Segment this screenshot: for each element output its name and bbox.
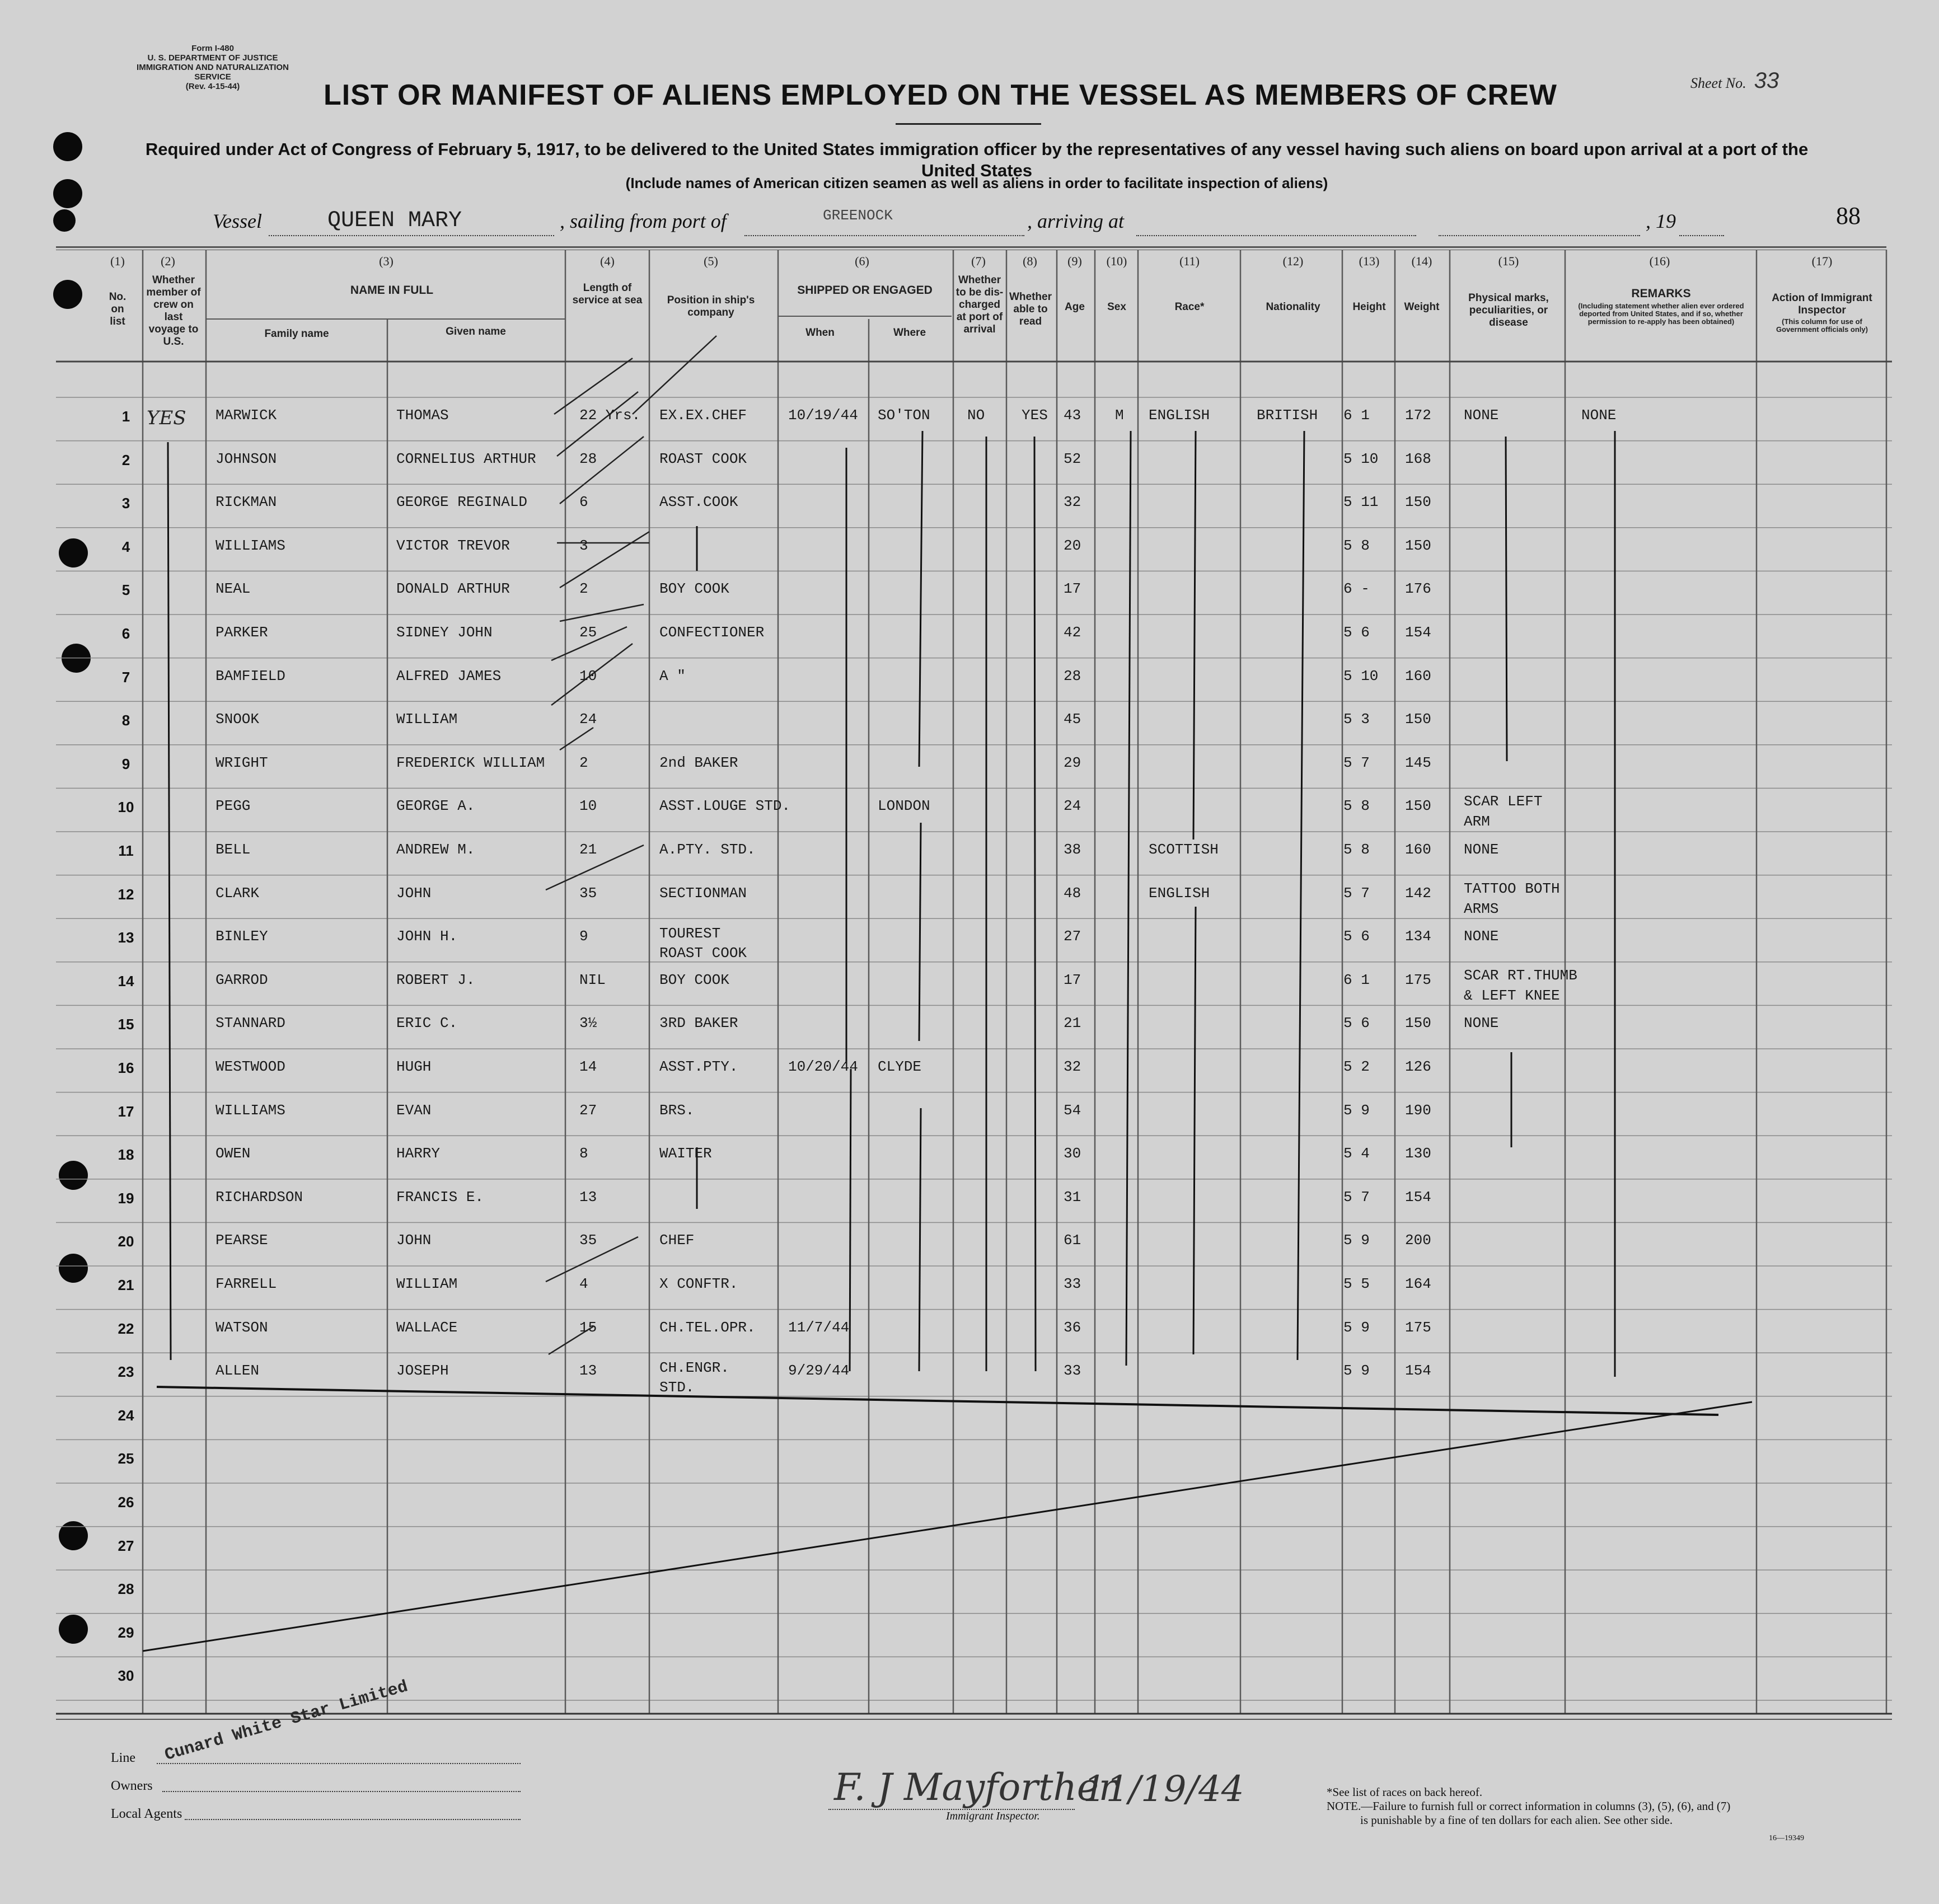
row-number: 19: [118, 1189, 134, 1207]
family-name: NEAL: [216, 580, 251, 598]
given-name: JOHN: [396, 1232, 432, 1249]
length-of-service: 4: [579, 1275, 588, 1292]
length-of-service: 2: [579, 580, 588, 598]
row-number: 22: [118, 1320, 134, 1337]
row-number: 6: [121, 625, 130, 642]
weight: 150: [1405, 494, 1431, 511]
col-num-9: (9): [1067, 254, 1082, 268]
row-number: 2: [121, 451, 130, 468]
weight: 175: [1405, 971, 1431, 988]
nationality: BRITISH: [1257, 407, 1318, 424]
shipped-where: CLYDE: [878, 1058, 922, 1075]
height: 5 10: [1343, 450, 1379, 467]
age: 17: [1064, 971, 1081, 988]
weight: 154: [1405, 1362, 1431, 1380]
length-of-service: 27: [579, 1101, 597, 1119]
length-of-service: 8: [579, 1145, 588, 1162]
row-number: 24: [118, 1406, 134, 1424]
family-name: WESTWOOD: [216, 1058, 285, 1075]
agents-underline: [185, 1819, 521, 1820]
weight: 200: [1405, 1232, 1431, 1249]
weight: 130: [1405, 1145, 1431, 1162]
header-inspector-action: Action of Immigrant Inspector: [1772, 292, 1872, 316]
position-in-company: EX.EX.CHEF: [659, 407, 747, 424]
weight: 154: [1405, 624, 1431, 641]
given-name: WALLACE: [396, 1319, 458, 1336]
sheet-value: 33: [1754, 68, 1779, 93]
year-label: , 19: [1646, 210, 1676, 232]
row-number: 4: [121, 538, 130, 555]
given-name: JOHN: [396, 884, 432, 902]
physical-marks: SCAR LEFT: [1464, 793, 1543, 810]
age: 17: [1064, 580, 1081, 598]
col-num-11: (11): [1179, 254, 1200, 268]
row-number: 29: [118, 1624, 134, 1641]
length-of-service: 25: [579, 624, 597, 641]
weight: 145: [1405, 754, 1431, 771]
age: 61: [1064, 1232, 1081, 1249]
weight: 175: [1405, 1319, 1431, 1336]
col-num-15: (15): [1498, 254, 1519, 268]
position-in-company: CH.TEL.OPR.: [659, 1319, 756, 1336]
header-race: Race*: [1174, 301, 1205, 313]
age: 30: [1064, 1145, 1081, 1162]
row-number: 26: [118, 1494, 134, 1511]
age: 32: [1064, 494, 1081, 511]
position-in-company: SECTIONMAN: [659, 884, 747, 902]
given-name: HARRY: [396, 1145, 441, 1162]
age: 33: [1064, 1362, 1081, 1380]
given-name: GEORGE REGINALD: [396, 494, 528, 511]
height: 5 9: [1343, 1319, 1370, 1336]
height: 5 8: [1343, 798, 1370, 815]
shipped-when: 10/20/44: [788, 1058, 858, 1075]
col-num-7: (7): [971, 254, 986, 268]
position-in-company: ASST.LOUGE STD.: [659, 798, 791, 815]
family-name: STANNARD: [216, 1015, 285, 1032]
header-age: Age: [1065, 301, 1085, 313]
height: 5 6: [1343, 624, 1370, 641]
header-physical-marks: Physical marks, peculiarities, or disease: [1468, 292, 1549, 329]
col-num-14: (14): [1411, 254, 1432, 268]
col-num-4: (4): [600, 254, 615, 268]
age: 29: [1064, 754, 1081, 771]
height: 6 1: [1343, 971, 1370, 988]
length-of-service: 35: [579, 884, 597, 902]
weight: 126: [1405, 1058, 1431, 1075]
age: 48: [1064, 884, 1081, 902]
family-name: FARRELL: [216, 1275, 277, 1292]
header-nationality: Nationality: [1266, 301, 1320, 313]
shipped-where: SO'TON: [878, 407, 930, 424]
sailing-label: , sailing from port of: [560, 210, 727, 232]
position-in-company: BOY COOK: [659, 580, 729, 598]
physical-marks-line2: ARM: [1464, 813, 1490, 831]
position-in-company: ASST.COOK: [659, 494, 738, 511]
weight: 150: [1405, 1015, 1431, 1032]
col-num-17: (17): [1811, 254, 1833, 268]
age: 52: [1064, 450, 1081, 467]
family-name: PARKER: [216, 624, 268, 641]
family-name: RICKMAN: [216, 494, 277, 511]
age: 45: [1064, 711, 1081, 728]
length-of-service: 2: [579, 754, 588, 771]
height: 5 11: [1343, 494, 1379, 511]
row-number: 5: [121, 581, 130, 599]
penalty-note: NOTE.—Failure to furnish full or correct information in columns (3), (5), (6), and (7): [1327, 1799, 1731, 1813]
age: 33: [1064, 1275, 1081, 1292]
age: 42: [1064, 624, 1081, 641]
family-name: PEGG: [216, 798, 251, 815]
header-when: When: [805, 327, 835, 339]
races-note: *See list of races on back hereof.: [1327, 1785, 1483, 1799]
subtitle: Required under Act of Congress of February 5, 1917, to be delivered to the United States immigration officer by the representatives of any vessel having such aliens on board upon arrival at a port of the United States: [145, 139, 1809, 180]
arriving-label: , arriving at: [1027, 210, 1125, 232]
age: 21: [1064, 1015, 1081, 1032]
length-of-service: 13: [579, 1188, 597, 1206]
given-name: GEORGE A.: [396, 798, 475, 815]
row-number: 28: [118, 1581, 134, 1598]
line-underline: [157, 1763, 521, 1764]
length-of-service: NIL: [579, 971, 606, 988]
row-number: 20: [118, 1233, 134, 1250]
given-name: ROBERT J.: [396, 971, 475, 988]
physical-marks: NONE: [1464, 928, 1499, 945]
given-name: CORNELIUS ARTHUR: [396, 450, 536, 467]
family-name: PEARSE: [216, 1232, 268, 1249]
header-remarks-sub: (Including statement whether alien ever ordered deported from United States, and if so, whether permission to re-apply has been obtained): [1578, 302, 1744, 326]
header-crew-last-voyage: Whether member of crew on last voyage to U.S.: [146, 274, 201, 348]
age: 31: [1064, 1188, 1081, 1206]
given-name: SIDNEY JOHN: [396, 624, 493, 641]
page-title: LIST OR MANIFEST OF ALIENS EMPLOYED ON THE VESSEL AS MEMBERS OF CREW: [324, 79, 1557, 111]
given-name: ERIC C.: [396, 1015, 458, 1032]
given-name: WILLIAM: [396, 1275, 458, 1292]
header-no-on-list: No. on list: [109, 291, 127, 327]
height: 5 6: [1343, 1015, 1370, 1032]
page-number: 88: [1836, 202, 1861, 229]
height: 5 7: [1343, 754, 1370, 771]
position-in-company: BRS.: [659, 1101, 695, 1119]
position-in-company: X CONFTR.: [659, 1275, 738, 1292]
length-of-service: 10: [579, 667, 597, 684]
header-position: Position in ship's company: [667, 294, 755, 318]
row-number: 12: [118, 885, 134, 903]
row-number: 1: [121, 408, 130, 425]
remarks: NONE: [1581, 407, 1617, 424]
weight: 142: [1405, 884, 1431, 902]
family-name: WILLIAMS: [216, 1101, 285, 1119]
inspector-label: Immigrant Inspector.: [946, 1810, 1040, 1822]
crew-last-voyage: YES: [147, 407, 186, 429]
header-shipped-engaged: SHIPPED OR ENGAGED: [797, 284, 933, 297]
family-name: BAMFIELD: [216, 667, 285, 684]
row-number: 17: [118, 1103, 134, 1120]
age: 27: [1064, 928, 1081, 945]
col-num-1: (1): [110, 254, 125, 268]
sheet-label: Sheet No.: [1690, 75, 1746, 91]
age: 32: [1064, 1058, 1081, 1075]
length-of-service: 13: [579, 1362, 597, 1380]
family-name: WILLIAMS: [216, 537, 285, 554]
shipped-where: LONDON: [878, 798, 930, 815]
header-family-name: Family name: [264, 328, 329, 340]
position-in-company: CONFECTIONER: [659, 624, 765, 641]
height: 5 7: [1343, 1188, 1370, 1206]
penalty-note-2: is punishable by a fine of ten dollars for each alien. See other side.: [1360, 1813, 1673, 1827]
age: 28: [1064, 667, 1081, 684]
owners-label: Owners: [111, 1779, 153, 1793]
weight: 150: [1405, 798, 1431, 815]
row-number: 15: [118, 1016, 134, 1033]
col-num-16: (16): [1649, 254, 1670, 268]
length-of-service: 28: [579, 450, 597, 467]
length-of-service: 3: [579, 537, 588, 554]
row-number: 8: [121, 712, 130, 729]
age: 20: [1064, 537, 1081, 554]
weight: 150: [1405, 711, 1431, 728]
weight: 190: [1405, 1101, 1431, 1119]
family-name: GARROD: [216, 971, 268, 988]
agent-stamp: Cunard White Star Limited: [162, 1677, 410, 1765]
agents-label: Local Agents: [111, 1807, 182, 1821]
header-able-to-read: Whether able to read: [1009, 291, 1052, 327]
height: 5 6: [1343, 928, 1370, 945]
length-of-service: 6: [579, 494, 588, 511]
height: 5 5: [1343, 1275, 1370, 1292]
row-number: 10: [118, 799, 134, 816]
family-name: CLARK: [216, 884, 260, 902]
header-height: Height: [1352, 301, 1386, 313]
owners-underline: [162, 1791, 521, 1792]
physical-marks: NONE: [1464, 407, 1499, 424]
physical-marks: NONE: [1464, 841, 1499, 858]
height: 5 9: [1343, 1362, 1370, 1380]
family-name: ALLEN: [216, 1362, 260, 1380]
inspector-signature: F. J Mayforther: [834, 1766, 1117, 1809]
header-discharged: Whether to be dis-charged at port of arrival: [956, 274, 1004, 335]
length-of-service: 10: [579, 798, 597, 815]
length-of-service: 21: [579, 841, 597, 858]
row-number: 14: [118, 972, 134, 989]
print-code: 16—19349: [1769, 1834, 1804, 1842]
given-name: ALFRED JAMES: [396, 667, 502, 684]
col-num-3: (3): [379, 254, 394, 268]
ditto-strokes: [168, 431, 1615, 1380]
row-number: 23: [118, 1363, 134, 1381]
given-name: VICTOR TREVOR: [396, 537, 510, 554]
row-number: 30: [118, 1667, 134, 1685]
row-number: 7: [121, 668, 130, 686]
position-in-company: 2nd BAKER: [659, 754, 738, 771]
position-in-company-line2: ROAST COOK: [659, 945, 747, 962]
given-name: FREDERICK WILLIAM: [396, 754, 545, 771]
subtitle-note: (Include names of American citizen seamen as well as aliens in order to facilitate inspection of aliens): [625, 175, 1328, 191]
height: 6 -: [1343, 580, 1370, 598]
weight: 176: [1405, 580, 1431, 598]
age: 43: [1064, 407, 1081, 424]
position-in-company: CH.ENGR.: [659, 1359, 729, 1377]
row-number: 11: [118, 842, 134, 859]
row-number: 25: [118, 1450, 134, 1467]
weight: 134: [1405, 928, 1431, 945]
position-in-company: A.PTY. STD.: [659, 841, 756, 858]
col-num-2: (2): [161, 254, 175, 268]
form-number: Form I-480: [191, 44, 234, 53]
family-name: WATSON: [216, 1319, 268, 1336]
physical-marks-line2: ARMS: [1464, 900, 1499, 917]
weight: 172: [1405, 407, 1431, 424]
family-name: WRIGHT: [216, 754, 268, 771]
position-in-company: ROAST COOK: [659, 450, 747, 467]
race: ENGLISH: [1149, 407, 1210, 424]
given-name: DONALD ARTHUR: [396, 580, 510, 598]
height: 5 8: [1343, 537, 1370, 554]
physical-marks: SCAR RT.THUMB: [1464, 967, 1577, 984]
height: 5 3: [1343, 711, 1370, 728]
height: 5 7: [1343, 884, 1370, 902]
position-in-company-line2: STD.: [659, 1379, 695, 1396]
sex: M: [1115, 407, 1124, 424]
position-in-company: TOUREST: [659, 925, 721, 942]
cancel-stroke: [157, 1387, 1718, 1415]
physical-marks: NONE: [1464, 1015, 1499, 1032]
row-number: 16: [118, 1059, 134, 1076]
weight: 160: [1405, 841, 1431, 858]
family-name: RICHARDSON: [216, 1188, 303, 1206]
revision: (Rev. 4-15-44): [185, 82, 240, 91]
height: 5 9: [1343, 1232, 1370, 1249]
length-of-service: 3½: [579, 1015, 597, 1032]
length-of-service: 14: [579, 1058, 597, 1075]
family-name: OWEN: [216, 1145, 251, 1162]
row-number: 18: [118, 1146, 134, 1164]
col-num-12: (12): [1282, 254, 1304, 268]
weight: 164: [1405, 1275, 1431, 1292]
col-num-10: (10): [1106, 254, 1127, 268]
height: 5 2: [1343, 1058, 1370, 1075]
header-remarks: REMARKS: [1631, 287, 1691, 300]
length-of-service: 35: [579, 1232, 597, 1249]
row-number: 3: [121, 495, 130, 512]
position-in-company: CHEF: [659, 1232, 695, 1249]
departure-port: GREENOCK: [823, 207, 893, 224]
length-of-service: 9: [579, 928, 588, 945]
given-name: ANDREW M.: [396, 841, 475, 858]
family-name: BINLEY: [216, 928, 268, 945]
header-length-service: Length of service at sea: [572, 282, 643, 306]
shipped-when: 11/7/44: [788, 1319, 850, 1336]
height: 5 10: [1343, 667, 1379, 684]
col-num-6: (6): [855, 254, 869, 268]
position-in-company: A ": [659, 667, 686, 684]
signature-date: 11/19/44: [1083, 1769, 1244, 1810]
given-name: WILLIAM: [396, 711, 458, 728]
length-of-service: 15: [579, 1319, 597, 1336]
vessel-name: QUEEN MARY: [327, 208, 462, 233]
col-num-8: (8): [1023, 254, 1037, 268]
family-name: SNOOK: [216, 711, 260, 728]
position-in-company: BOY COOK: [659, 971, 729, 988]
physical-marks: TATTOO BOTH: [1464, 880, 1560, 897]
row-number: 9: [121, 755, 130, 772]
age: 38: [1064, 841, 1081, 858]
given-name: HUGH: [396, 1058, 432, 1075]
weight: 160: [1405, 667, 1431, 684]
row-number: 21: [118, 1277, 134, 1293]
family-name: BELL: [216, 841, 251, 858]
weight: 150: [1405, 537, 1431, 554]
weight: 168: [1405, 450, 1431, 467]
family-name: MARWICK: [216, 407, 277, 424]
col-num-5: (5): [704, 254, 718, 268]
col-num-13: (13): [1359, 254, 1380, 268]
header-weight: Weight: [1404, 301, 1440, 313]
vessel-label: Vessel: [213, 210, 262, 232]
service: IMMIGRATION AND NATURALIZATION SERVICE: [137, 63, 289, 82]
header-given-name: Given name: [446, 326, 506, 337]
physical-marks-line2: & LEFT KNEE: [1464, 987, 1560, 1004]
position-in-company: 3RD BAKER: [659, 1015, 738, 1032]
given-name: THOMAS: [396, 407, 449, 424]
position-in-company: WAITER: [659, 1145, 712, 1162]
given-name: JOSEPH: [396, 1362, 449, 1380]
header-sex: Sex: [1107, 301, 1126, 313]
height: 5 8: [1343, 841, 1370, 858]
age: 54: [1064, 1101, 1081, 1119]
height: 6 1: [1343, 407, 1370, 424]
given-name: FRANCIS E.: [396, 1188, 484, 1206]
height: 5 4: [1343, 1145, 1370, 1162]
weight: 154: [1405, 1188, 1431, 1206]
header-inspector-sub: (This column for use of Government officials only): [1776, 317, 1868, 334]
height: 5 9: [1343, 1101, 1370, 1119]
row-number: 13: [118, 929, 134, 946]
header-where: Where: [893, 327, 926, 339]
length-of-service: 24: [579, 711, 597, 728]
length-of-service: 22 Yrs.: [579, 407, 641, 424]
race: ENGLISH: [1149, 884, 1210, 902]
shipped-when: 10/19/44: [788, 407, 858, 424]
given-name: EVAN: [396, 1101, 432, 1119]
age: 36: [1064, 1319, 1081, 1336]
age: 24: [1064, 798, 1081, 815]
given-name: JOHN H.: [396, 928, 458, 945]
family-name: JOHNSON: [216, 450, 277, 467]
shipped-when: 9/29/44: [788, 1362, 850, 1380]
line-label: Line: [111, 1751, 135, 1765]
row-number: 27: [118, 1537, 134, 1554]
able-to-read: YES: [1022, 407, 1048, 424]
header-name-in-full: NAME IN FULL: [350, 284, 434, 297]
discharge-at-arrival: NO: [967, 407, 985, 424]
race: SCOTTISH: [1149, 841, 1219, 858]
position-in-company: ASST.PTY.: [659, 1058, 738, 1075]
department: U. S. DEPARTMENT OF JUSTICE: [147, 53, 278, 63]
